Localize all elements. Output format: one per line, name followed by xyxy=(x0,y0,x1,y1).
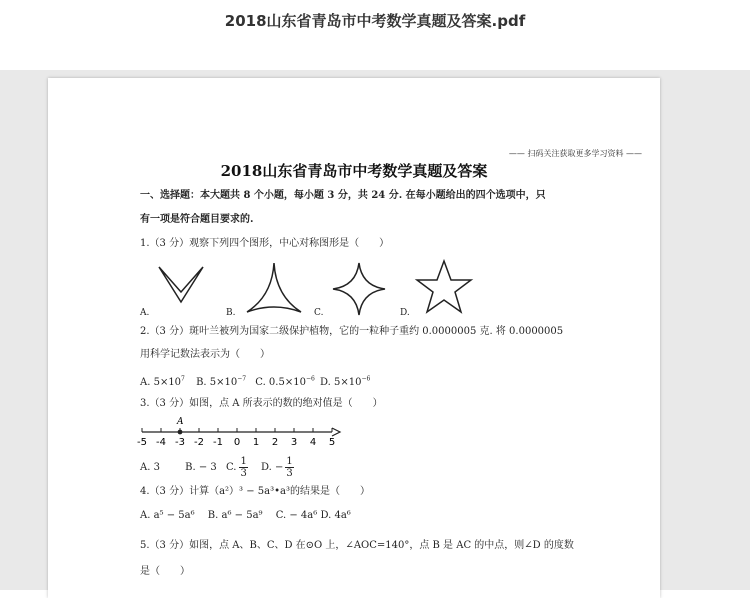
v-shape-figure xyxy=(156,262,206,316)
number-line-tick-label: 1 xyxy=(252,437,260,448)
point-a-marker xyxy=(178,430,183,435)
viewer-header xyxy=(0,0,750,70)
q4-stem: 4.（3 分）计算（a²）³ − 5a³•a³的结果是（ ） xyxy=(140,486,370,497)
number-line-tick-label: -1 xyxy=(213,437,223,448)
q1-option-c-label: C. xyxy=(314,308,324,318)
number-line-tick-label: 5 xyxy=(328,437,336,448)
number-line-tick-label: 2 xyxy=(271,437,279,448)
number-line-tick-label: -5 xyxy=(137,437,147,448)
q2-options xyxy=(140,374,370,389)
pdf-page xyxy=(48,78,660,598)
q3-stem: 3.（3 分）如图，点 A 所表示的数的绝对值是（ ） xyxy=(140,398,383,409)
point-a-label: A xyxy=(177,417,184,427)
number-line-figure xyxy=(136,414,346,450)
q2-option-d: D. $5\times 10^{-6}$ xyxy=(320,376,371,389)
number-line-tick-label: -2 xyxy=(194,437,204,448)
q5-stem-line2: 是（ ） xyxy=(140,566,190,577)
number-line-tick-label: 4 xyxy=(309,437,317,448)
q1-option-d-label: D. xyxy=(400,308,410,318)
q1-option-b-label: B. xyxy=(226,308,236,318)
section-heading-line2: 有一项是符合题目要求的. xyxy=(140,214,254,225)
q5-stem-line1: 5.（3 分）如图，点 A、B、C、D 在⊙O 上，∠AOC=140°，点 B 是 AC 的中点，则∠D 的度数 xyxy=(140,540,574,551)
document-title: 2018山东省青岛市中考数学真题及答案 xyxy=(220,162,488,180)
q1-stem: 1.（3 分）观察下列四个图形，中心对称图形是（ ） xyxy=(140,238,390,249)
five-point-star-figure xyxy=(414,258,474,318)
q2-option-c: C. $0.5\times 10^{-6}$ xyxy=(255,376,315,389)
number-line-tick-label: -4 xyxy=(156,437,166,448)
curved-triangle-figure xyxy=(244,260,304,318)
q3-option-a: A. 3 xyxy=(140,462,160,473)
q3-option-d: D. − $\frac{1}{3}$ xyxy=(261,456,293,479)
four-point-star-figure xyxy=(330,260,388,318)
q2-stem-line1: 2.（3 分）斑叶兰被列为国家二级保护植物，它的一粒种子重约 0.0000005 克. 将 0.0000005 xyxy=(140,326,564,337)
section-heading-line1: 一、选择题：本大题共 8 个小题，每小题 3 分，共 24 分. 在每小题给出的四个选项中，只 xyxy=(140,190,546,201)
q2-option-a: A. $5\times 10^7$ xyxy=(140,376,185,389)
q4-options: A. a⁵ − 5a⁶ B. a⁶ − 5a⁹ C. − 4a⁶ D. 4a⁶ xyxy=(140,510,351,521)
number-line-tick-label: 0 xyxy=(233,437,241,448)
q1-option-a-label: A. xyxy=(140,308,150,318)
q3-option-c: C. $\frac{1}{3}$ xyxy=(225,456,247,479)
header-note: —— 扫码关注获取更多学习资料 —— xyxy=(508,149,642,158)
q3-options xyxy=(140,456,294,479)
q2-option-b: B. $5\times 10^{-7}$ xyxy=(196,376,247,389)
q3-option-b: B. − 3 xyxy=(185,462,217,473)
number-line-tick-label: 3 xyxy=(290,437,298,448)
file-title: 2018山东省青岛市中考数学真题及答案.pdf xyxy=(224,12,526,30)
q2-stem-line2: 用科学记数法表示为（ ） xyxy=(140,349,270,360)
number-line-tick-label: -3 xyxy=(175,437,185,448)
